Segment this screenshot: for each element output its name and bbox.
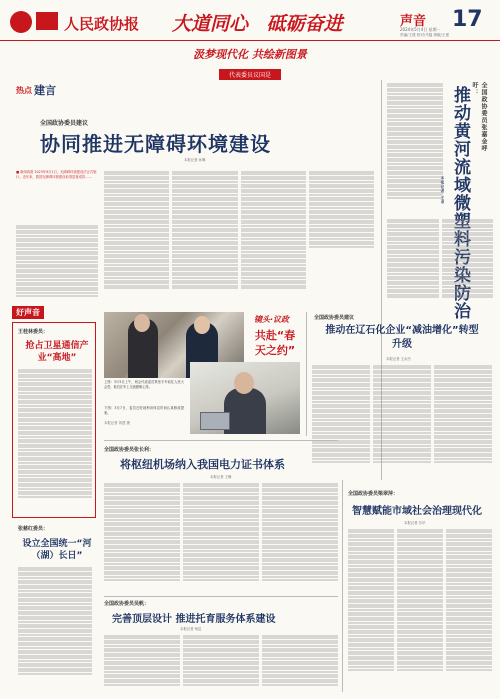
masthead-rule [0, 40, 500, 41]
photo-bottom-member [190, 362, 300, 434]
slogan-part1: 大道同心 [172, 13, 249, 35]
liaoning-headline: 推动在辽石化企业“减油增化”转型升级 [325, 325, 479, 350]
childcare-body-columns [104, 634, 338, 692]
page-number: 17 [452, 7, 483, 32]
voice1-author: 王桂林委员： [18, 329, 49, 335]
liaoning-col-2 [373, 364, 431, 474]
section-name: 声音 [400, 14, 427, 29]
photo-section-title: 共赴“春天之约” [254, 329, 296, 357]
lead-headline: 协同推进无障碍环境建设 [40, 132, 271, 156]
editors-line: 责编/王建 校对/马磊 排版/王建 [400, 33, 450, 37]
voice2-body [18, 566, 92, 692]
hot-word: 建言 [34, 84, 56, 97]
person-right-head [194, 316, 210, 334]
theme-banner [130, 46, 370, 79]
power-col-2 [183, 482, 259, 592]
childcare-byline: 本报记者 杨昆 [180, 627, 202, 631]
social-body-columns [348, 528, 492, 692]
photo-section-tag [254, 314, 289, 325]
power-col-1 [104, 482, 180, 592]
power-byline: 本报记者 王琳 [210, 475, 232, 479]
good-voice-label: 好声音 [16, 308, 40, 317]
lead-byline: 本报记者 孙琳 [184, 158, 206, 162]
banner-subtitle: 代表委员议国是 [219, 69, 281, 80]
social-headline: 智慧赋能市域社会治理现代化 [352, 506, 482, 517]
photo-caption-1: 上图：3月5日上午，两会代表委员乘坐专车前往人民大会堂，他们在车上交流履职心得。 [104, 380, 184, 389]
social-col-1 [348, 528, 394, 692]
voice1-title: 抢占卫星通信产业“高地” [25, 341, 89, 363]
laptop-icon [200, 412, 230, 430]
slogan-part2: 砥砺奋进 [266, 13, 343, 35]
liaoning-kicker: 全国政协委员建议 [314, 315, 355, 321]
lead-body-text [16, 224, 98, 304]
voice2-title: 设立全国统一“河（湖）长日” [22, 539, 92, 561]
right-byline-text: 本报记者 王卓 [440, 176, 444, 205]
social-col-3 [446, 528, 492, 692]
slogan-text [172, 9, 343, 36]
paper-name: 人民政协报 [64, 15, 140, 33]
social-divider [342, 480, 343, 692]
power-body-columns [104, 482, 338, 592]
power-headline: 将枢纽机场纳入我国电力证书体系 [120, 458, 285, 471]
hot-tag: 热点 [16, 85, 32, 95]
childcare-col-2 [183, 634, 259, 692]
right-body-columns [387, 82, 443, 212]
social-col-2 [397, 528, 443, 692]
social-byline: 本报记者 苏华 [404, 521, 426, 525]
flag-icon [36, 12, 58, 30]
right-body-text [387, 82, 443, 212]
lead-col-2 [172, 170, 237, 304]
member-head [234, 372, 254, 394]
issue-date: 2024年5月4日 星期一 [400, 27, 441, 32]
banner-title: 汲梦现代化 共绘新图景 [193, 48, 307, 61]
childcare-col-3 [262, 634, 338, 692]
photo-caption-2: 下图：3月7日，委员在驻地利用休息时间认真修改提案。 [104, 406, 184, 415]
right-kicker-text: 全国政协委员张嘉金呼吁： [471, 82, 487, 152]
liaoning-col-1 [312, 364, 370, 474]
childcare-headline: 完善顶层设计 推进托育服务体系建设 [112, 614, 276, 625]
person-left-head [134, 314, 150, 332]
liaoning-col-3 [434, 364, 492, 474]
right-body-lower-2 [442, 218, 494, 308]
lead-body-columns [104, 170, 374, 304]
emblem-icon [10, 11, 32, 33]
liaoning-byline: 本报记者 王余杰 [386, 357, 411, 361]
good-voice-tag [12, 306, 44, 319]
lead-col-4 [309, 170, 374, 304]
right-body-lower [387, 218, 493, 308]
childcare-col-1 [104, 634, 180, 692]
photo-right-divider [306, 312, 307, 436]
liaoning-body-columns [312, 364, 492, 474]
power-top-rule [104, 440, 338, 441]
childcare-top-rule [104, 596, 338, 597]
social-kicker: 全国政协委员梁翠萍： [348, 491, 399, 497]
lead-col-3 [241, 170, 306, 304]
lead-col-1 [104, 170, 169, 304]
masthead [0, 0, 500, 44]
childcare-kicker: 全国政协委员吴帆： [104, 601, 150, 607]
voice2-author: 张慈红委员： [18, 526, 49, 532]
member-body [224, 388, 266, 434]
right-headline-text: 推动黄河流域微塑料污染防治 [450, 86, 470, 320]
lead-kicker: 全国政协委员建议 [40, 120, 89, 127]
power-kicker: 全国政协委员张长利： [104, 447, 155, 453]
power-col-3 [262, 482, 338, 592]
photo-section-tag-text: 镜头·议政 [254, 315, 290, 324]
hot-section-tag [16, 82, 56, 98]
lead-body-start: ■ 新闻视窗 2023年9月1日，无障碍环境建设法正式施行。近年来，我国无障碍环境建设取得显著成效…… [16, 170, 97, 179]
voice1-body [18, 368, 92, 514]
right-body-lower-1 [387, 218, 439, 308]
photo-credit: 本报记者 刘建 摄 [104, 421, 130, 425]
